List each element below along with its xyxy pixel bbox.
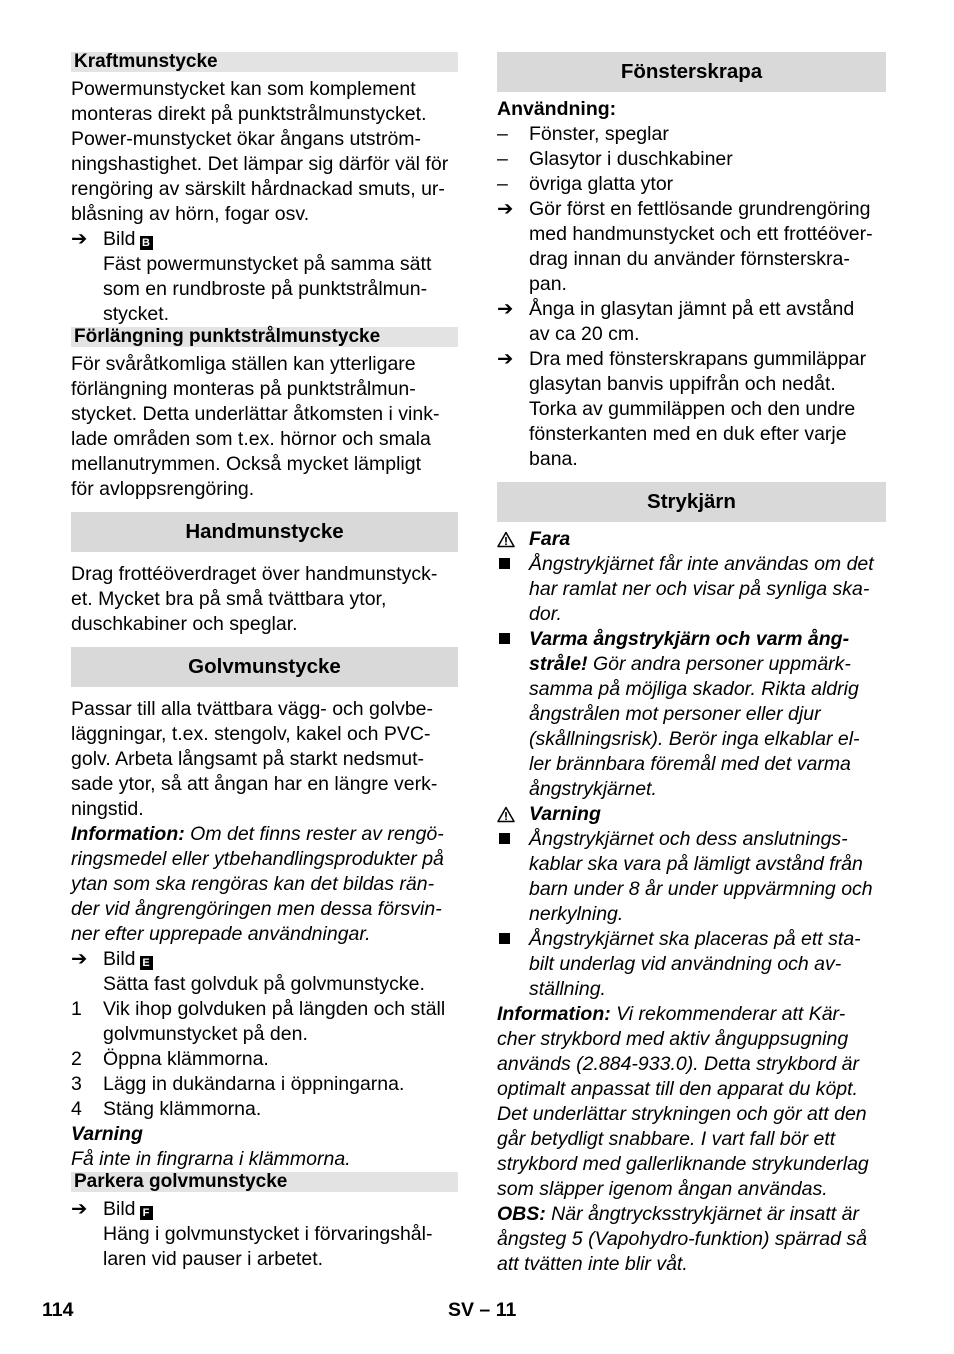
parkera-heading: Parkera golvmunstycke [71, 1172, 458, 1192]
arrow-icon: ➔ [497, 298, 514, 320]
dash-item: – övriga glatta ytor [497, 173, 674, 195]
kraft-bild-ref: ➔ Bild B [71, 227, 458, 252]
arrow-icon: ➔ [497, 198, 514, 220]
fara-label: Fara [497, 527, 886, 552]
section-label: SV – 11 [448, 1299, 517, 1321]
golvmunstycke-heading: Golvmunstycke [71, 647, 458, 687]
page-number: 114 [42, 1299, 74, 1321]
right-column [497, 52, 886, 1277]
fonster-step-2: ➔ Ånga in glasytan jämnt på ett avstånd av ca 20 cm. [497, 298, 855, 345]
golv-information-note: Information: Om det finns rester av rengö- ringsmedel eller ytbehandlingsprodukter på ytan som ska rengöras kan det bildas rän- der vid ångrengöringen men dessa försvin- ner efter upprepade användningar. [71, 823, 444, 945]
dash-item: – Glasytor i duschkabiner [497, 148, 733, 170]
arrow-icon: ➔ [497, 348, 514, 370]
arrow-icon: ➔ [71, 948, 88, 970]
warning-triangle-icon [497, 531, 515, 548]
anvandning-label: Användning: [497, 98, 617, 120]
bullet-square-icon [497, 927, 529, 952]
figure-badge-e: E [140, 956, 153, 970]
arrow-icon: ➔ [71, 1198, 88, 1220]
golv-step-1: 1 Vik ihop golvduken på längden och ställ golvmunstycket på den. [71, 998, 446, 1045]
figure-badge-f: F [140, 1206, 153, 1220]
handmunstycke-body: Drag frottéöverdraget över handmunstyck- et. Mycket bra på små tvättbara ytor, duschkabiner och speglar. [71, 563, 438, 635]
fara-item-1: Ångstrykjärnet får inte användas om det har ramlat ner och visar på synliga ska- dor. [497, 552, 886, 627]
kraftmunstycke-heading: Kraftmunstycke [71, 52, 458, 72]
bullet-square-icon [497, 827, 529, 852]
golv-warning-text: Få inte in fingrarna i klämmorna. [71, 1148, 351, 1170]
stryk-information-note: Information: Vi rekommenderar att Kär- cher strykbord med aktiv ånguppsugning används (2.884-933.0). Detta strykbord är optimalt anpassat till den apparat du köpt. Det underlättar strykningen och gör att den går betydligt snabbare. I vart fall bör ett strykbord med gallerliknande strykunderlag som släpper igenom ångan användas. [497, 1003, 869, 1200]
kraft-step: Fäst powermunstycket på samma sätt som en rundbroste på punktstrålmun- stycket. [103, 253, 432, 325]
varning-item-1: Ångstrykjärnet och dess anslutnings- kablar ska vara på lämligt avstånd från barn under 8 år under uppvärmning och nerkylning. [497, 827, 886, 927]
left-column [71, 52, 458, 1272]
forlangning-body: För svåråtkomliga ställen kan ytterligare förlängning monteras på punktstrålmun- stycket. Detta underlättar åtkomsten i vink- lade områden som t.ex. hörnor och smala mellanutrymmen. Också mycket lämpligt för avloppsrengöring. [71, 353, 440, 500]
varning-label: Varning [497, 802, 886, 827]
golv-step-4: 4 Stäng klämmorna. [71, 1098, 262, 1120]
kraftmunstycke-body: Powermunstycket kan som komplement monteras direkt på punktstrålmunstycket. Power-munstycket ökar ångans utström- ningshastighet. Det lämpar sig därför väl för rengöring av särskilt hårdnackad smuts, ur- blåsning av hörn, fogar osv. [71, 78, 449, 225]
golv-bild-ref: ➔ Bild E [71, 947, 458, 972]
golv-step-2: 2 Öppna klämmorna. [71, 1048, 269, 1070]
varning-item-2: Ångstrykjärnet ska placeras på ett sta- bilt underlag vid användning och av- ställning. [497, 927, 886, 1002]
fonsterskrapa-heading: Fönsterskrapa [497, 52, 886, 92]
golv-bild-text: Sätta fast golvduk på golvmunstycke. [103, 973, 425, 995]
fonster-step-1: ➔ Gör först en fettlösande grundrengöring med handmunstycket och ett frottéöver- drag innan du använder förnsterskra- pan. [497, 198, 873, 295]
strykjarn-heading: Strykjärn [497, 482, 886, 522]
forlangning-heading: Förlängning punktstrålmunstycke [71, 327, 458, 347]
arrow-icon: ➔ [71, 228, 88, 250]
parkera-bild-ref: ➔ Bild F [71, 1197, 458, 1222]
fara-item-2: Varma ångstrykjärn och varm ång- stråle! Gör andra personer uppmärk- samma på möjliga skador. Rikta aldrig ångstrålen mot personer eller djur (skållningsrisk). Berör inga elkablar el- ler brännbara föremål med det varma ångstrykjärnet. [497, 627, 886, 802]
figure-badge-b: B [140, 236, 153, 250]
warning-triangle-icon [497, 806, 515, 823]
golv-step-3: 3 Lägg in dukändarna i öppningarna. [71, 1073, 405, 1095]
bullet-square-icon [497, 552, 529, 577]
golv-warning-title: Varning [71, 1123, 143, 1145]
fonster-step-3: ➔ Dra med fönsterskrapans gummiläppar glasytan banvis uppifrån och nedåt. Torka av gummiläppen och den undre fönsterkanten med en duk efter varje bana. [497, 348, 867, 470]
bullet-square-icon [497, 627, 529, 652]
parkera-step: Häng i golvmunstycket i förvaringshål- laren vid pauser i arbetet. [103, 1223, 433, 1270]
golvmunstycke-body: Passar till alla tvättbara vägg- och golvbe- läggningar, t.ex. stengolv, kakel och PVC- golv. Arbeta långsamt på starkt nedsmut- sade ytor, så att ångan har en längre verk- ningstid. [71, 698, 438, 820]
handmunstycke-heading: Handmunstycke [71, 512, 458, 552]
dash-item: – Fönster, speglar [497, 123, 669, 145]
stryk-obs-note: OBS: När ångtrycksstrykjärnet är insatt är ångsteg 5 (Vapohydro-funktion) spärrad så att tvätten inte blir våt. [497, 1203, 867, 1275]
